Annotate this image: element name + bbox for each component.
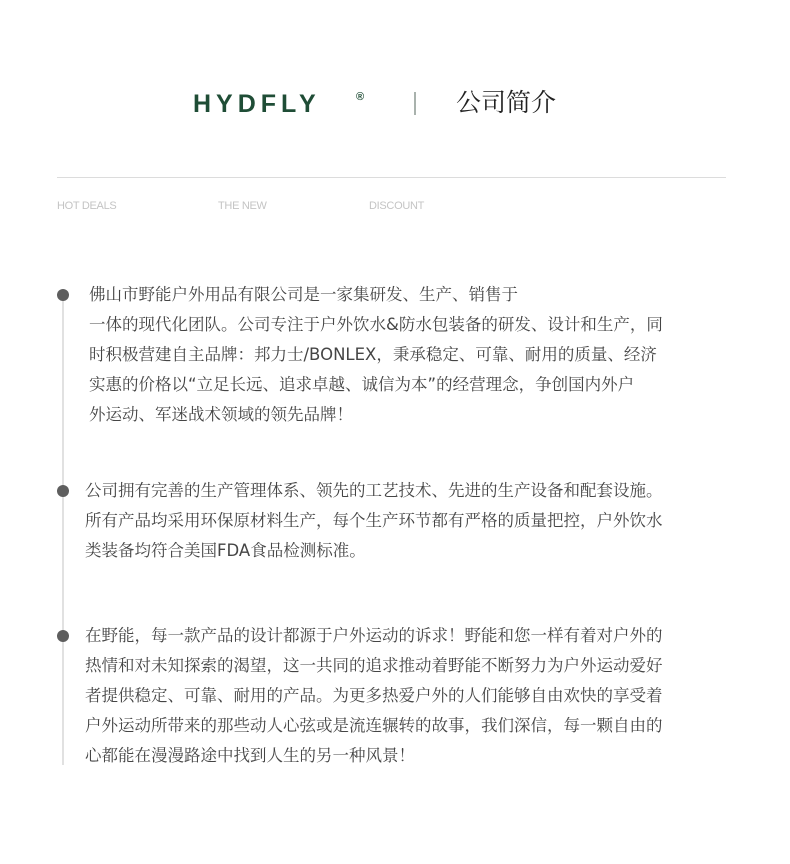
registered-mark: ® bbox=[356, 91, 365, 103]
capability-paragraph bbox=[85, 476, 663, 566]
paragraph-line: 类装备均符合美国FDA食品检测标准。 bbox=[85, 541, 366, 560]
intro-paragraph bbox=[89, 280, 663, 430]
brand-logo: HYDFLY bbox=[193, 90, 321, 118]
paragraph-line: 一体的现代化团队。公司专注于户外饮水&防水包装备的研发、设计和生产，同 bbox=[89, 315, 663, 334]
timeline-line bbox=[62, 295, 64, 765]
paragraph-line: 实惠的价格以“立足长远、追求卓越、诚信为本”的经营理念，争创国内外户 bbox=[89, 375, 635, 394]
paragraph-line: 所有产品均采用环保原材料生产，每个生产环节都有严格的质量把控，户外饮水 bbox=[85, 511, 663, 530]
paragraph-line: 佛山市野能户外用品有限公司是一家集研发、生产、销售于 bbox=[89, 285, 518, 304]
mission-paragraph bbox=[85, 621, 663, 771]
nav-discount[interactable]: DISCOUNT bbox=[369, 200, 425, 212]
header-rule bbox=[57, 177, 726, 178]
page-header bbox=[0, 78, 790, 134]
paragraph-line: 户外运动所带来的那些动人心弦或是流连辗转的故事，我们深信，每一颗自由的 bbox=[85, 716, 663, 735]
paragraph-line: 者提供稳定、可靠、耐用的产品。为更多热爱户外的人们能够自由欢快的享受着 bbox=[85, 686, 663, 705]
nav-hot-deals[interactable]: HOT DEALS bbox=[57, 200, 117, 212]
page-title: 公司简介 bbox=[456, 88, 557, 117]
paragraph-line: 外运动、军迷战术领域的领先品牌！ bbox=[89, 405, 353, 424]
timeline-dot bbox=[57, 485, 69, 497]
paragraph-line: 时积极营建自主品牌：邦力士/BONLEX，秉承稳定、可靠、耐用的质量、经济 bbox=[89, 345, 657, 364]
timeline-dot bbox=[57, 289, 69, 301]
timeline-dot bbox=[57, 630, 69, 642]
paragraph-line: 在野能，每一款产品的设计都源于户外运动的诉求！野能和您一样有着对户外的 bbox=[85, 626, 663, 645]
header-divider bbox=[414, 92, 416, 115]
nav-the-new[interactable]: THE NEW bbox=[218, 200, 267, 212]
paragraph-line: 公司拥有完善的生产管理体系、领先的工艺技术、先进的生产设备和配套设施。 bbox=[85, 481, 663, 500]
paragraph-line: 心都能在漫漫路途中找到人生的另一种风景！ bbox=[85, 746, 415, 765]
paragraph-line: 热情和对未知探索的渴望，这一共同的追求推动着野能不断努力为户外运动爱好 bbox=[85, 656, 663, 675]
